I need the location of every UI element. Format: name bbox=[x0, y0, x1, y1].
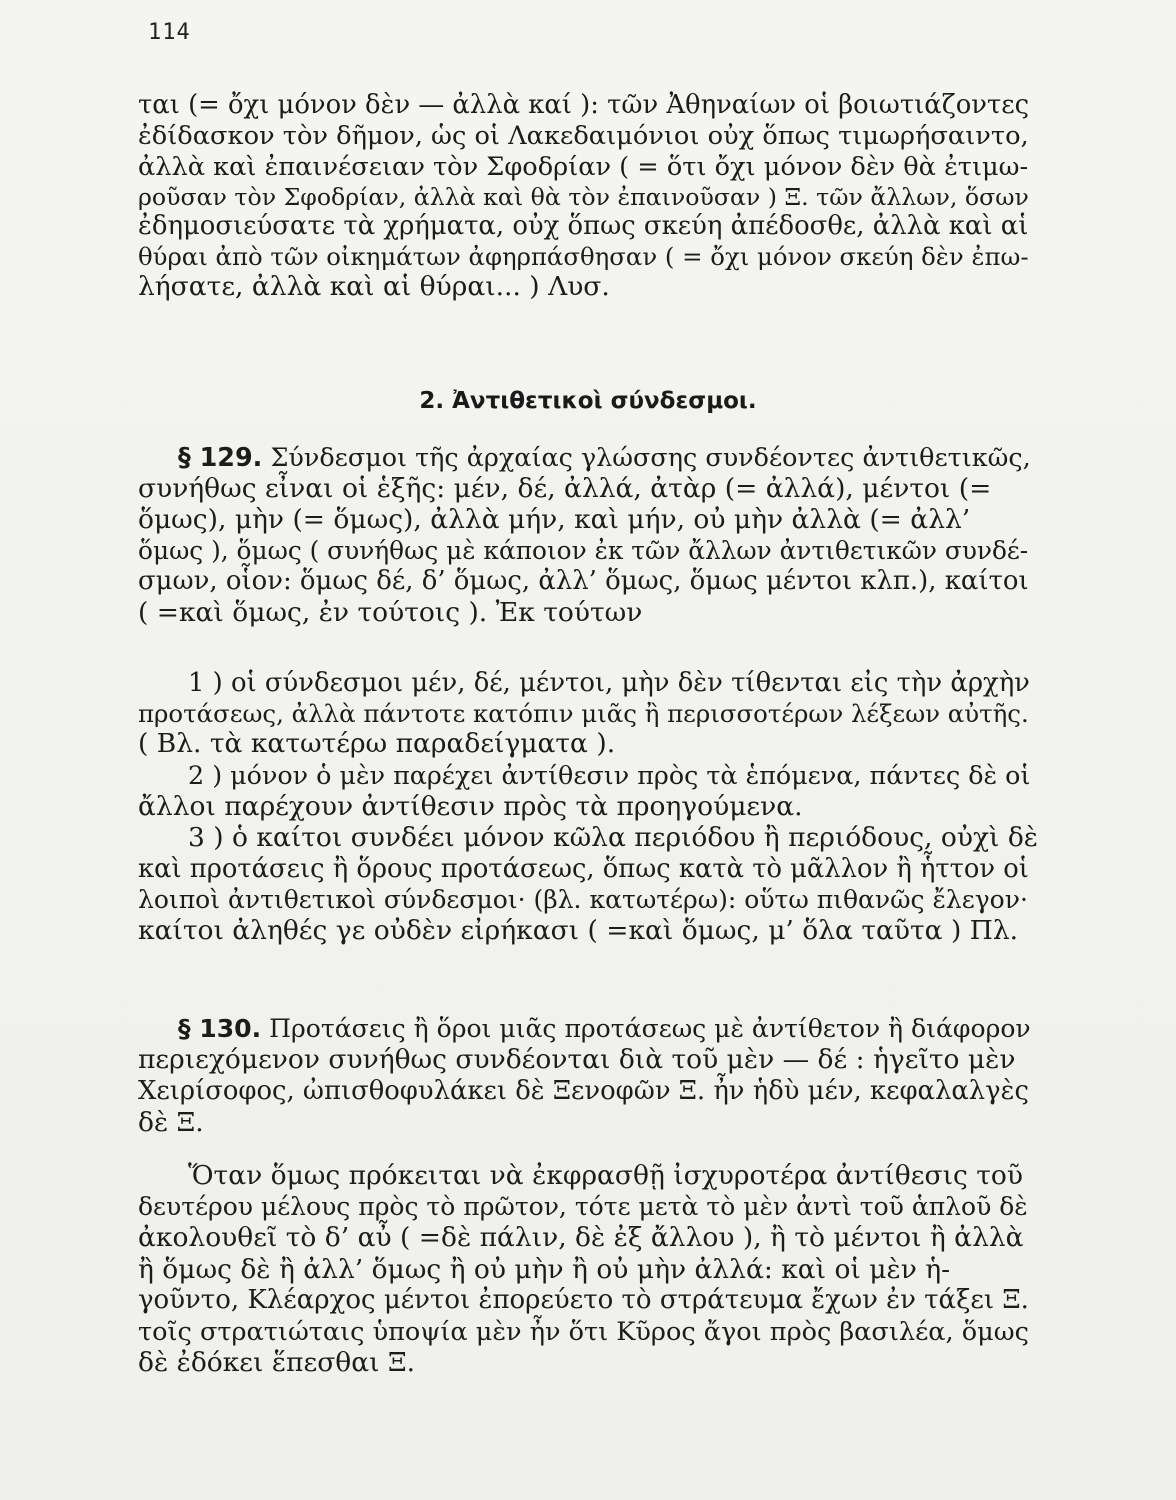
text-line: ὅμως ), ὅμως ( συνήθως μὲ κάποιον ἐκ τῶν ἄλλων ἀντιθετικῶν συνδέ- bbox=[138, 536, 1029, 566]
text-line: ροῦσαν τὸν Σφοδρίαν, ἀλλὰ καὶ θὰ τὸν ἐπαινοῦσαν ) Ξ. τῶν ἄλλων, ὅσων bbox=[138, 182, 1029, 211]
text-line: ἐδίδασκον τὸν δῆμον, ὡς οἱ Λακεδαιμόνιοι οὐχ ὅπως τιμωρήσαιντο, bbox=[138, 120, 1029, 151]
section-mark: § 130. bbox=[178, 1014, 262, 1043]
list-item bbox=[138, 822, 1038, 947]
text-line: δευτέρου μέλους πρὸς τὸ πρῶτον, τότε μετὰ τὸ μὲν ἀντὶ τοῦ ἁπλοῦ δὲ bbox=[138, 1191, 1028, 1221]
text-line: σμων, οἷον: ὅμως δέ, δ’ ὅμως, ἀλλ’ ὅμως, ὅμως μέντοι κλπ.), καίτοι bbox=[138, 565, 1029, 596]
text-line: λοιποὶ ἀντιθετικοὶ σύνδεσμοι· (βλ. κατωτέρω): οὕτω πιθανῶς ἔλεγον· bbox=[138, 885, 1028, 915]
list-item bbox=[138, 760, 1038, 822]
text-line: ( Βλ. τὰ κατωτέρω παραδείγματα ). bbox=[138, 728, 616, 760]
numbered-items bbox=[138, 668, 1038, 947]
continuation-paragraph bbox=[138, 90, 1038, 303]
section-129 bbox=[138, 442, 1038, 629]
text-line: ἢ ὅμως δὲ ἢ ἀλλ’ ὅμως ἢ οὐ μὴν ἢ οὐ μὴν ἀλλά: καὶ οἱ μὲν ἡ- bbox=[138, 1253, 951, 1285]
section-129-first-line bbox=[138, 442, 1038, 473]
text-line: Χειρίσοφος, ὠπισθοφυλάκει δὲ Ξενοφῶν Ξ. ἦν ἡδὺ μέν, κεφαλαλγὲς bbox=[138, 1075, 1029, 1106]
text-line: καὶ προτάσεις ἢ ὅρους προτάσεως, ὅπως κατὰ τὸ μᾶλλον ἢ ἧττον οἱ bbox=[138, 854, 1029, 885]
section-130-first-line bbox=[138, 1014, 1038, 1044]
text-line: καίτοι ἀληθές γε οὐδὲν εἰρήκασι ( =καὶ ὅμως, μ’ ὅλα ταῦτα ) Πλ. bbox=[138, 915, 1019, 947]
text-line: ὅμως), μὴν (= ὅμως), ἀλλὰ μήν, καὶ μήν, οὐ μὴν ἀλλὰ (= ἀλλ’ bbox=[138, 504, 971, 536]
section-130-intro: Προτάσεις ἢ ὅροι μιᾶς προτάσεως μὲ ἀντίθετον ἢ διάφορον bbox=[269, 1014, 1031, 1043]
final-paragraph bbox=[138, 1160, 1038, 1379]
section-heading: 2. Ἀντιθετικοὶ σύνδεσμοι. bbox=[419, 388, 757, 414]
text-line: ἀλλὰ καὶ ἐπαινέσειαν τὸν Σφοδρίαν ( = ὅτι ὄχι μόνον δὲν θὰ ἐτιμω- bbox=[138, 151, 1029, 182]
text-line: 2 ) μόνον ὁ μὲν παρέχει ἀντίθεσιν πρὸς τὰ ἑπόμενα, πάντες δὲ οἱ bbox=[188, 760, 1031, 791]
section-129-intro: Σύνδεσμοι τῆς ἀρχαίας γλώσσης συνδέοντες ἀντιθετικῶς, bbox=[270, 442, 1031, 472]
text-line: θύραι ἀπὸ τῶν οἰκημάτων ἀφηρπάσθησαν ( = ὄχι μόνον σκεύη δὲν ἐπω- bbox=[138, 241, 1029, 271]
text-line: περιεχόμενον συνήθως συνδέονται διὰ τοῦ μὲν — δέ : ἡγεῖτο μὲν bbox=[138, 1044, 1016, 1076]
text-line: συνήθως εἶναι οἱ ἑξῆς: μέν, δέ, ἀλλά, ἀτὰρ (= ἀλλά), μέντοι (= bbox=[138, 472, 992, 504]
text-line: ἄλλοι παρέχουν ἀντίθεσιν πρὸς τὰ προηγούμενα. bbox=[138, 790, 803, 822]
text-line: 3 ) ὁ καίτοι συνδέει μόνον κῶλα περιόδου ἢ περιόδους, οὐχὶ δὲ bbox=[188, 822, 1038, 854]
text-line: δὲ Ξ. bbox=[138, 1106, 204, 1138]
text-line: ( =καὶ ὅμως, ἐν τούτοις ). Ἐκ τούτων bbox=[138, 596, 643, 628]
list-item bbox=[138, 668, 1038, 760]
section-mark: § 129. bbox=[178, 442, 263, 472]
text-line: δὲ ἐδόκει ἕπεσθαι Ξ. bbox=[138, 1347, 416, 1379]
text-line: λήσατε, ἀλλὰ καὶ αἱ θύραι... ) Λυσ. bbox=[138, 271, 610, 303]
text-line: γοῦντο, Κλέαρχος μέντοι ἐπορεύετο τὸ στράτευμα ἔχων ἐν τάξει Ξ. bbox=[138, 1285, 1029, 1316]
page-number: 114 bbox=[148, 20, 191, 45]
section-130 bbox=[138, 1014, 1038, 1139]
text-line: ἀκολουθεῖ τὸ δ’ αὖ ( =δὲ πάλιν, δὲ ἐξ ἄλλου ), ἢ τὸ μέντοι ἢ ἀλλὰ bbox=[138, 1221, 1024, 1253]
text-line: τοῖς στρατιώταις ὑποψία μὲν ἦν ὅτι Κῦρος ἄγοι πρὸς βασιλέα, ὅμως bbox=[138, 1316, 1029, 1347]
text-line: 1 ) οἱ σύνδεσμοι μέν, δέ, μέντοι, μὴν δὲν τίθενται εἰς τὴν ἀρχὴν bbox=[188, 668, 1030, 698]
section-heading-wrapper bbox=[138, 388, 1038, 418]
text-line: προτάσεως, ἀλλὰ πάντοτε κατόπιν μιᾶς ἢ περισσοτέρων λέξεων αὐτῆς. bbox=[138, 699, 1029, 729]
text-line: Ὅταν ὅμως πρόκειται νὰ ἐκφρασθῇ ἰσχυροτέρα ἀντίθεσις τοῦ bbox=[188, 1160, 1023, 1191]
text-line: ἐδημοσιεύσατε τὰ χρήματα, οὐχ ὅπως σκεύη ἀπέδοσθε, ἀλλὰ καὶ αἱ bbox=[138, 210, 1029, 241]
text-line: ται (= ὄχι μόνον δὲν — ἀλλὰ καί ): τῶν Ἀθηναίων οἱ βοιωτιάζοντες bbox=[138, 90, 1030, 120]
